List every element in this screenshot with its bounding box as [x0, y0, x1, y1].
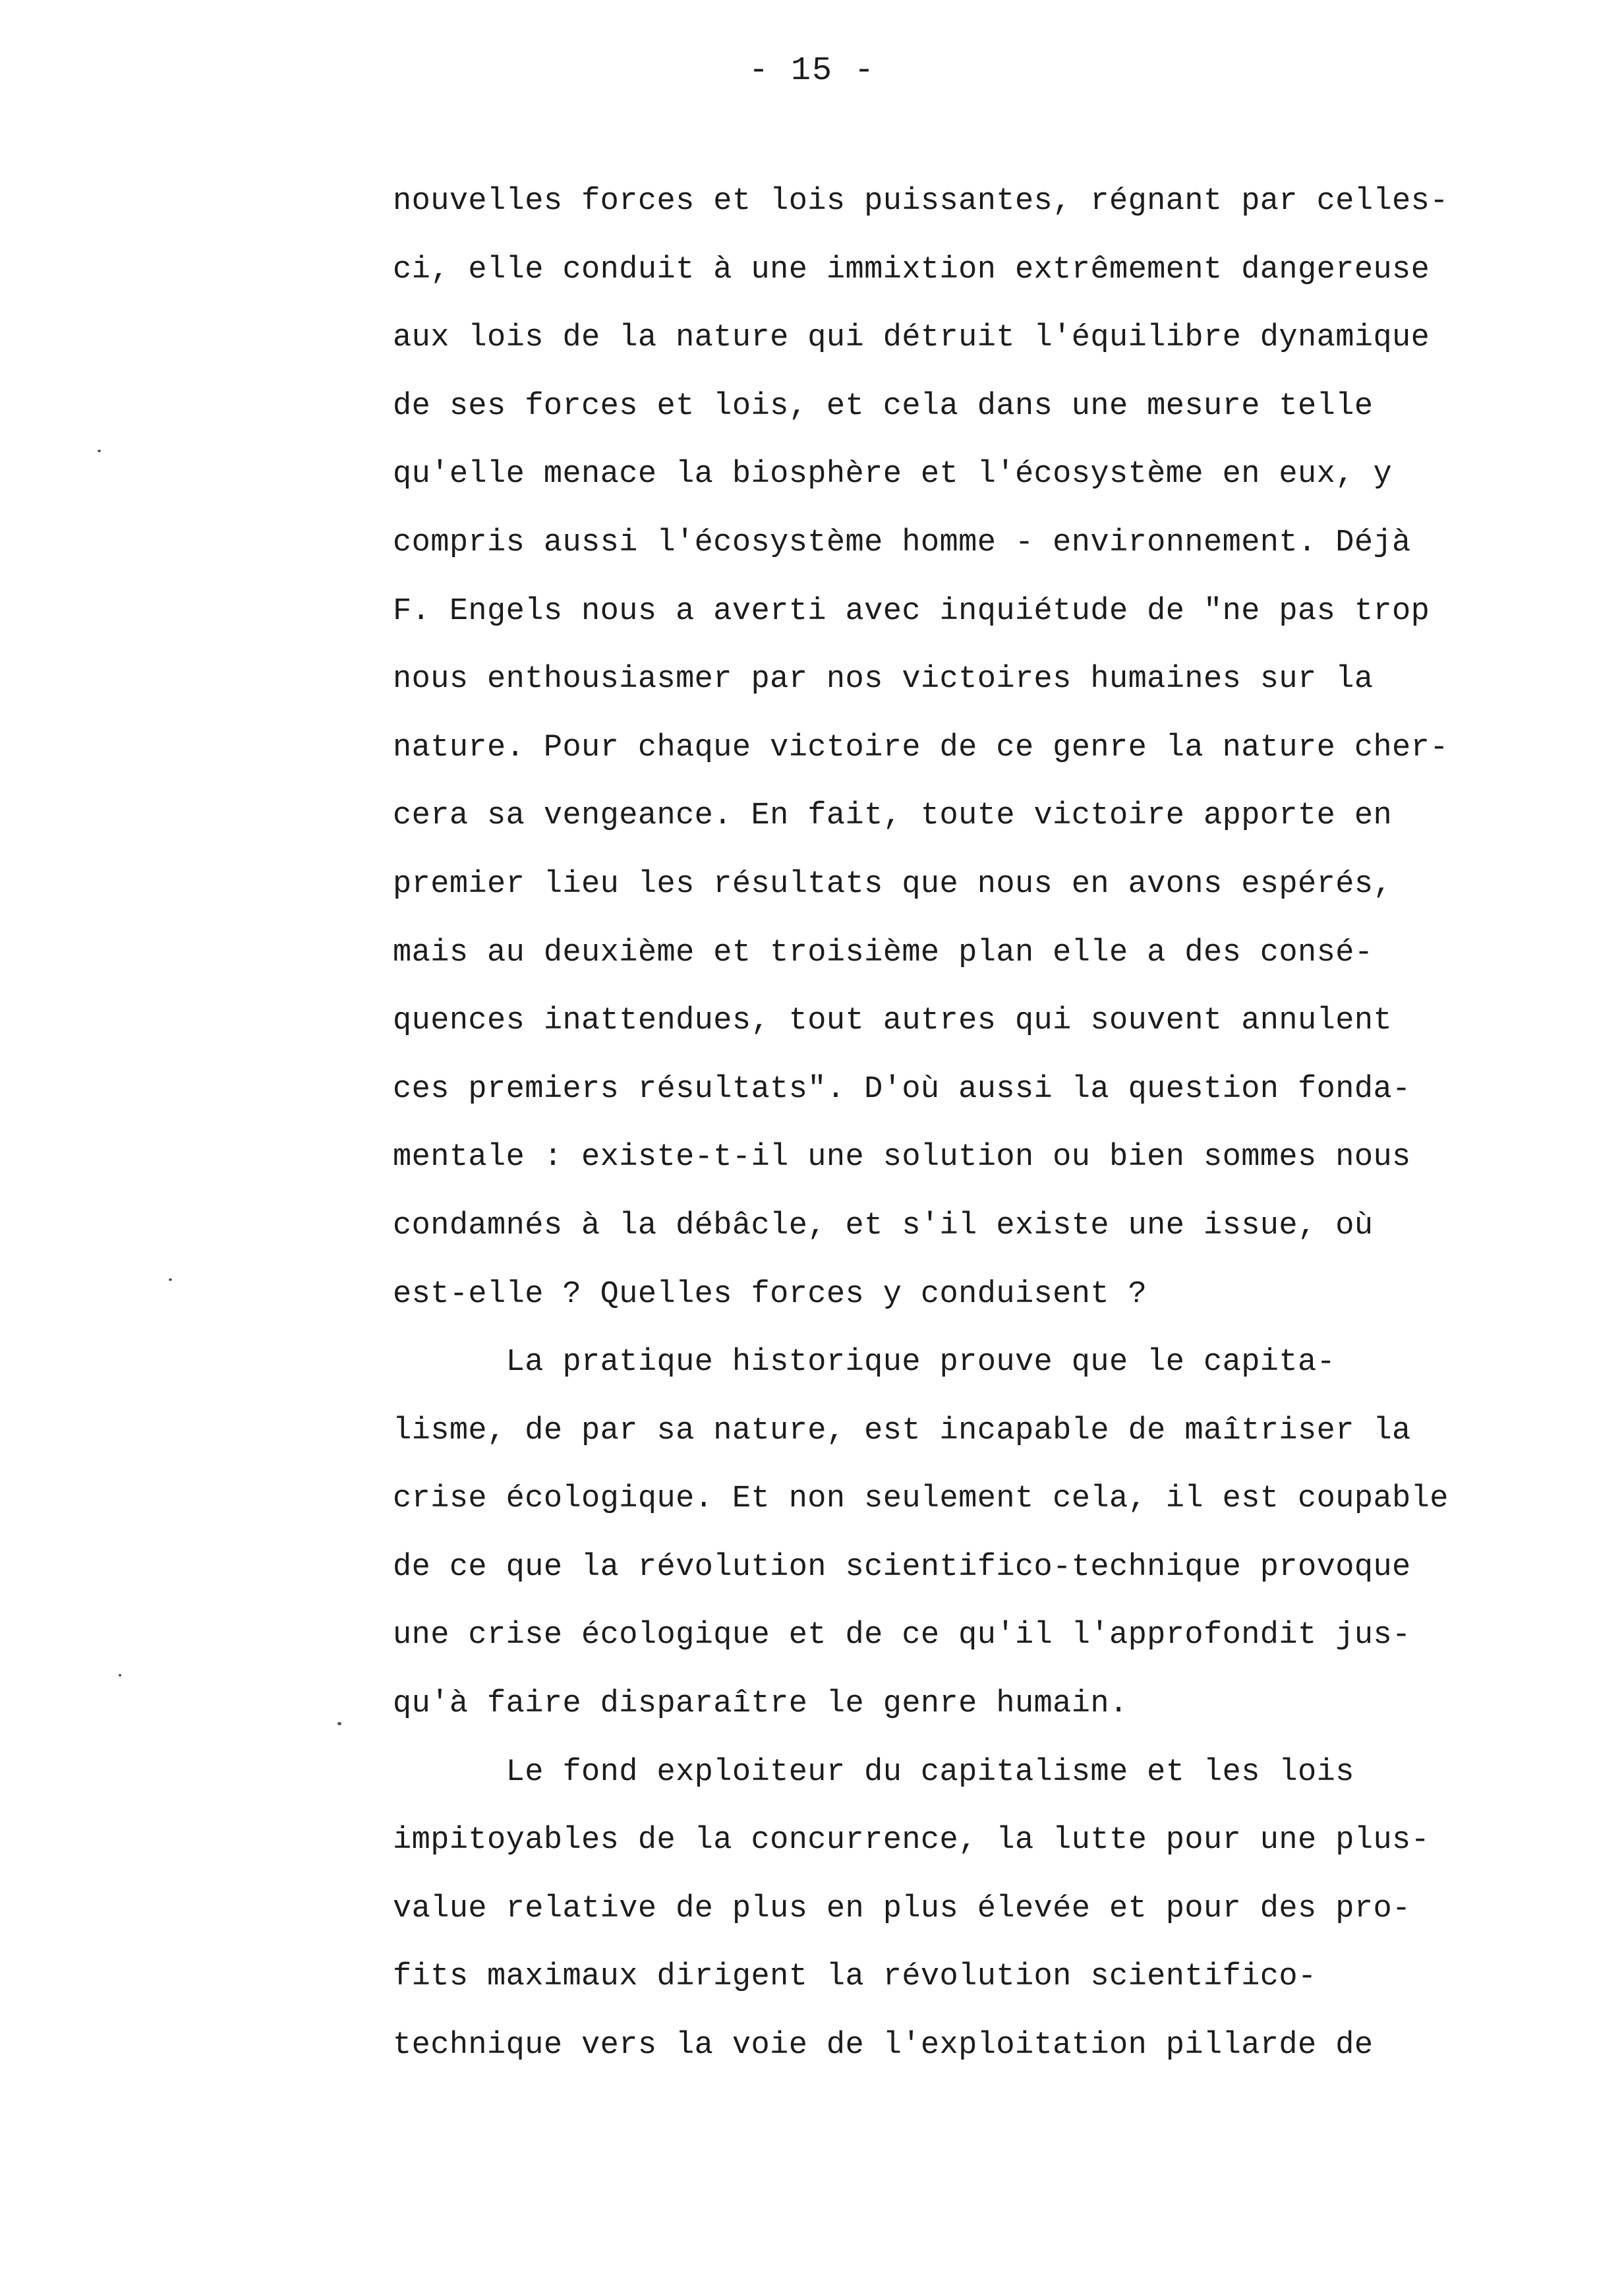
- text-line: fits maximaux dirigent la révolution scientifico-: [393, 1959, 1317, 1995]
- paragraph-start-line: Le fond exploiteur du capitalisme et les lois: [393, 1754, 1354, 1790]
- text-line: premier lieu les résultats que nous en avons espérés,: [393, 866, 1393, 902]
- text-line: est-elle ? Quelles forces y conduisent ?: [393, 1276, 1147, 1312]
- paragraph-start-line: La pratique historique prouve que le capita-: [393, 1345, 1336, 1381]
- scan-speck: [98, 450, 101, 452]
- text-line: technique vers la voie de l'exploitation pillarde de: [393, 2028, 1374, 2064]
- text-line: compris aussi l'écosystème homme - environnement. Déjà: [393, 525, 1411, 560]
- text-line: nous enthousiasmer par nos victoires humaines sur la: [393, 662, 1374, 698]
- text-line: de ce que la révolution scientifico-technique provoque: [393, 1549, 1411, 1585]
- text-line: une crise écologique et de ce qu'il l'approfondit jus-: [393, 1618, 1411, 1653]
- scan-speck: [337, 1722, 341, 1725]
- text-line: crise écologique. Et non seulement cela, il est coupable: [393, 1481, 1449, 1517]
- body-text: [393, 167, 1553, 2080]
- text-line: quences inattendues, tout autres qui souvent annulent: [393, 1003, 1393, 1039]
- text-line: lisme, de par sa nature, est incapable de maîtriser la: [393, 1413, 1411, 1448]
- text-line: ces premiers résultats". D'où aussi la question fonda-: [393, 1071, 1411, 1107]
- text-line: impitoyables de la concurrence, la lutte pour une plus-: [393, 1823, 1430, 1858]
- text-line: ci, elle conduit à une immixtion extrêmement dangereuse: [393, 252, 1430, 287]
- text-line: aux lois de la nature qui détruit l'équilibre dynamique: [393, 320, 1430, 356]
- text-line: mais au deuxième et troisième plan elle a des consé-: [393, 935, 1374, 970]
- text-line: nature. Pour chaque victoire de ce genre la nature cher-: [393, 730, 1449, 765]
- page-number: - 15 -: [748, 52, 876, 90]
- text-line: cera sa vengeance. En fait, toute victoire apporte en: [393, 798, 1393, 834]
- text-line: value relative de plus en plus élevée et pour des pro-: [393, 1891, 1411, 1926]
- scan-speck: [119, 1674, 121, 1677]
- text-line: F. Engels nous a averti avec inquiétude de "ne pas trop: [393, 593, 1430, 629]
- text-line: mentale : existe-t-il une solution ou bien sommes nous: [393, 1140, 1411, 1175]
- text-line: qu'elle menace la biosphère et l'écosystème en eux, y: [393, 457, 1393, 492]
- text-line: nouvelles forces et lois puissantes, régnant par celles-: [393, 184, 1449, 219]
- text-line: qu'à faire disparaître le genre humain.: [393, 1686, 1128, 1722]
- text-line: condamnés à la débâcle, et s'il existe une issue, où: [393, 1208, 1374, 1243]
- scan-speck: [169, 1278, 172, 1281]
- text-line: de ses forces et lois, et cela dans une mesure telle: [393, 388, 1374, 424]
